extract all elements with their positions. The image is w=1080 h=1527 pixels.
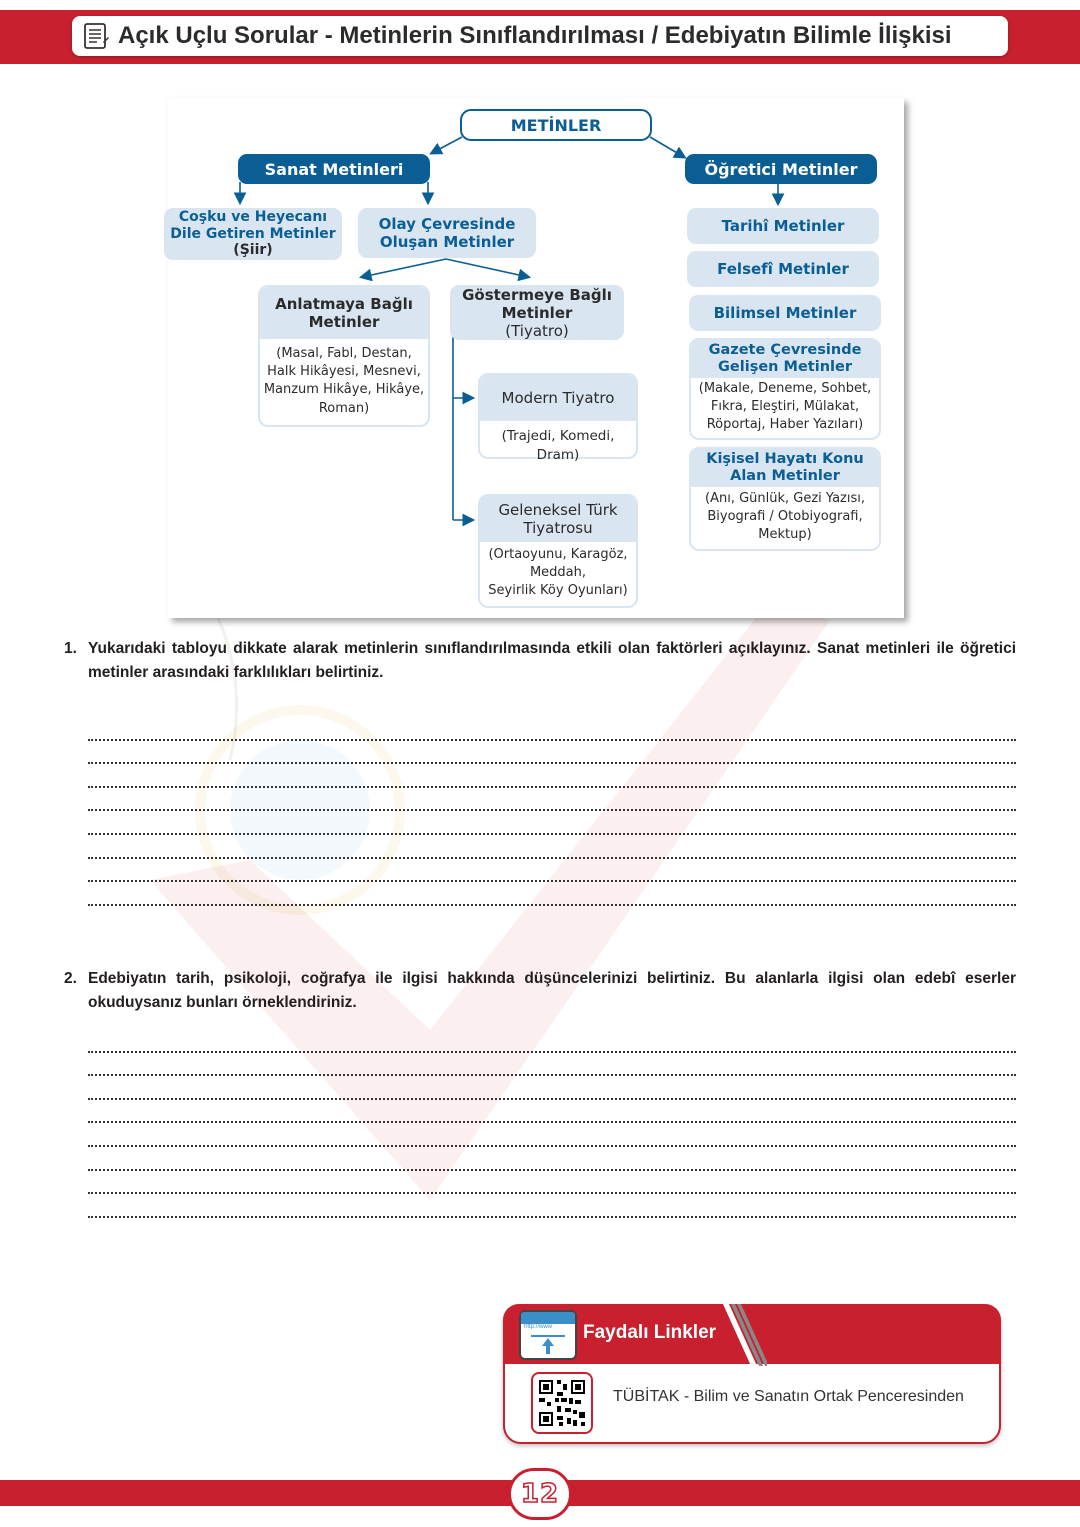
trad-ex3: Seyirlik Köy Oyunları): [488, 583, 628, 599]
poetry-line2: Dile Getiren Metinler: [170, 225, 336, 242]
root-node: [460, 109, 652, 141]
answer-line[interactable]: [88, 1171, 1016, 1195]
staged-line2: Metinler: [501, 303, 573, 322]
answer-line[interactable]: [88, 882, 1016, 906]
history-label: Tarihî Metinler: [721, 217, 845, 235]
art-texts-label: Sanat Metinleri: [264, 159, 404, 179]
narrative-line1: Anlatmaya Bağlı: [275, 295, 413, 313]
web-link-icon: [519, 1310, 577, 1360]
qr-code[interactable]: [531, 1372, 593, 1434]
answer-line[interactable]: [88, 1147, 1016, 1171]
science-label: Bilimsel Metinler: [713, 304, 857, 322]
root-label: METİNLER: [510, 115, 602, 135]
news-ex1: (Makale, Deneme, Sohbet,: [698, 381, 872, 396]
didactic-texts-node: [685, 154, 877, 184]
question-text: Yukarıdaki tabloyu dikkate alarak metinlerin sınıflandırılmasında etkili olan faktörleri açıklayınız. Sanat metinleri ile öğretici metinler arasındaki farklılıkları belirtiniz.: [88, 640, 1016, 681]
trad-line2: Tiyatrosu: [523, 519, 593, 537]
modern-title: Modern Tiyatro: [501, 389, 615, 407]
qr-code-icon: [533, 1374, 591, 1432]
question-1: [64, 637, 1016, 906]
answer-line[interactable]: [88, 811, 1016, 835]
narrative-ex1: (Masal, Fabl, Destan,: [276, 346, 412, 361]
narrative-ex3: Manzum Hikâye, Hikâye,: [263, 382, 425, 398]
personal-ex3: Mektup): [758, 526, 812, 542]
page-number-badge: [508, 1468, 572, 1520]
answer-line[interactable]: [88, 859, 1016, 883]
cursor-arrow-icon: [521, 1330, 575, 1356]
answer-line[interactable]: [88, 741, 1016, 765]
modern-ex: (Trajedi, Komedi, Dram): [501, 428, 615, 463]
traditional-theatre-panel: [478, 494, 638, 608]
answer-line[interactable]: [88, 788, 1016, 812]
answer-line[interactable]: [88, 1194, 1016, 1218]
answer-line[interactable]: [88, 835, 1016, 859]
science-node: [689, 295, 881, 331]
answer-line[interactable]: [88, 1053, 1016, 1077]
news-texts-panel: [689, 338, 881, 440]
tubitak-link[interactable]: TÜBİTAK - Bilim ve Sanatın Ortak Penceresinden: [613, 1388, 964, 1405]
art-texts-node: [238, 154, 430, 184]
personal-ex1: (Anı, Günlük, Gezi Yazısı,: [705, 491, 865, 506]
philosophy-node: [687, 251, 879, 287]
answer-line[interactable]: [88, 1076, 1016, 1100]
useful-links-box: [503, 1304, 1001, 1444]
narrative-panel: [258, 285, 430, 427]
news-line1: Gazete Çevresinde: [708, 341, 862, 358]
trad-line1: Geleneksel Türk: [498, 501, 618, 519]
event-line1: Olay Çevresinde: [378, 215, 516, 233]
narrative-line2: Metinler: [308, 313, 380, 331]
didactic-texts-label: Öğretici Metinler: [704, 159, 858, 179]
personal-texts-panel: [689, 447, 881, 551]
event-texts-node: [358, 208, 536, 258]
news-line2: Gelişen Metinler: [718, 359, 852, 375]
useful-links-title: Faydalı Linkler: [583, 1322, 717, 1343]
personal-ex2: Biyografi / Otobiyografi,: [707, 508, 863, 524]
poetry-note: (Şiir): [233, 242, 273, 259]
question-number: 2.: [64, 970, 77, 987]
answer-line[interactable]: [88, 1123, 1016, 1147]
answer-line[interactable]: [88, 1100, 1016, 1124]
personal-line2: Alan Metinler: [730, 468, 840, 484]
page-title-box: [72, 16, 1008, 56]
narrative-ex2: Halk Hikâyesi, Mesnevi,: [267, 364, 421, 380]
answer-line[interactable]: [88, 764, 1016, 788]
staged-node: [450, 285, 624, 340]
worksheet-icon: [82, 22, 110, 50]
event-line2: Oluşan Metinler: [379, 233, 515, 251]
philosophy-label: Felsefî Metinler: [717, 260, 849, 278]
question-number: 1.: [64, 640, 77, 657]
page-title: Açık Uçlu Sorular - Metinlerin Sınıflandırılması / Edebiyatın Bilimle İlişkisi: [118, 22, 952, 49]
staged-line1: Göstermeye Bağlı: [462, 285, 612, 304]
decorative-stripes: [717, 1304, 767, 1366]
poetry-node: [164, 208, 342, 260]
personal-line1: Kişisel Hayatı Konu: [706, 450, 864, 467]
trad-ex1: (Ortaoyunu, Karagöz,: [488, 547, 628, 562]
news-ex2: Fıkra, Eleştiri, Mülakat,: [710, 398, 860, 414]
narrative-ex4: Roman): [318, 400, 370, 416]
staged-note: (Tiyatro): [505, 321, 569, 340]
news-ex3: Röportaj, Haber Yazıları): [706, 416, 864, 432]
poetry-line1: Coşku ve Heyecanı: [178, 208, 328, 225]
page-number: 12: [520, 1479, 560, 1509]
modern-theatre-panel: [478, 373, 638, 463]
trad-ex2: Meddah,: [529, 565, 587, 581]
answer-line[interactable]: [88, 717, 1016, 741]
question-2: [64, 967, 1016, 1218]
answer-line[interactable]: [88, 1029, 1016, 1053]
url-label: http://www: [524, 1324, 553, 1330]
history-node: [687, 208, 879, 244]
question-text: Edebiyatın tarih, psikoloji, coğrafya ile ilgisi hakkında düşüncelerinizi belirtiniz. Bu alanlarla ilgisi olan edebî eserler okuduysanız bunları örneklendiriniz.: [88, 970, 1016, 1011]
